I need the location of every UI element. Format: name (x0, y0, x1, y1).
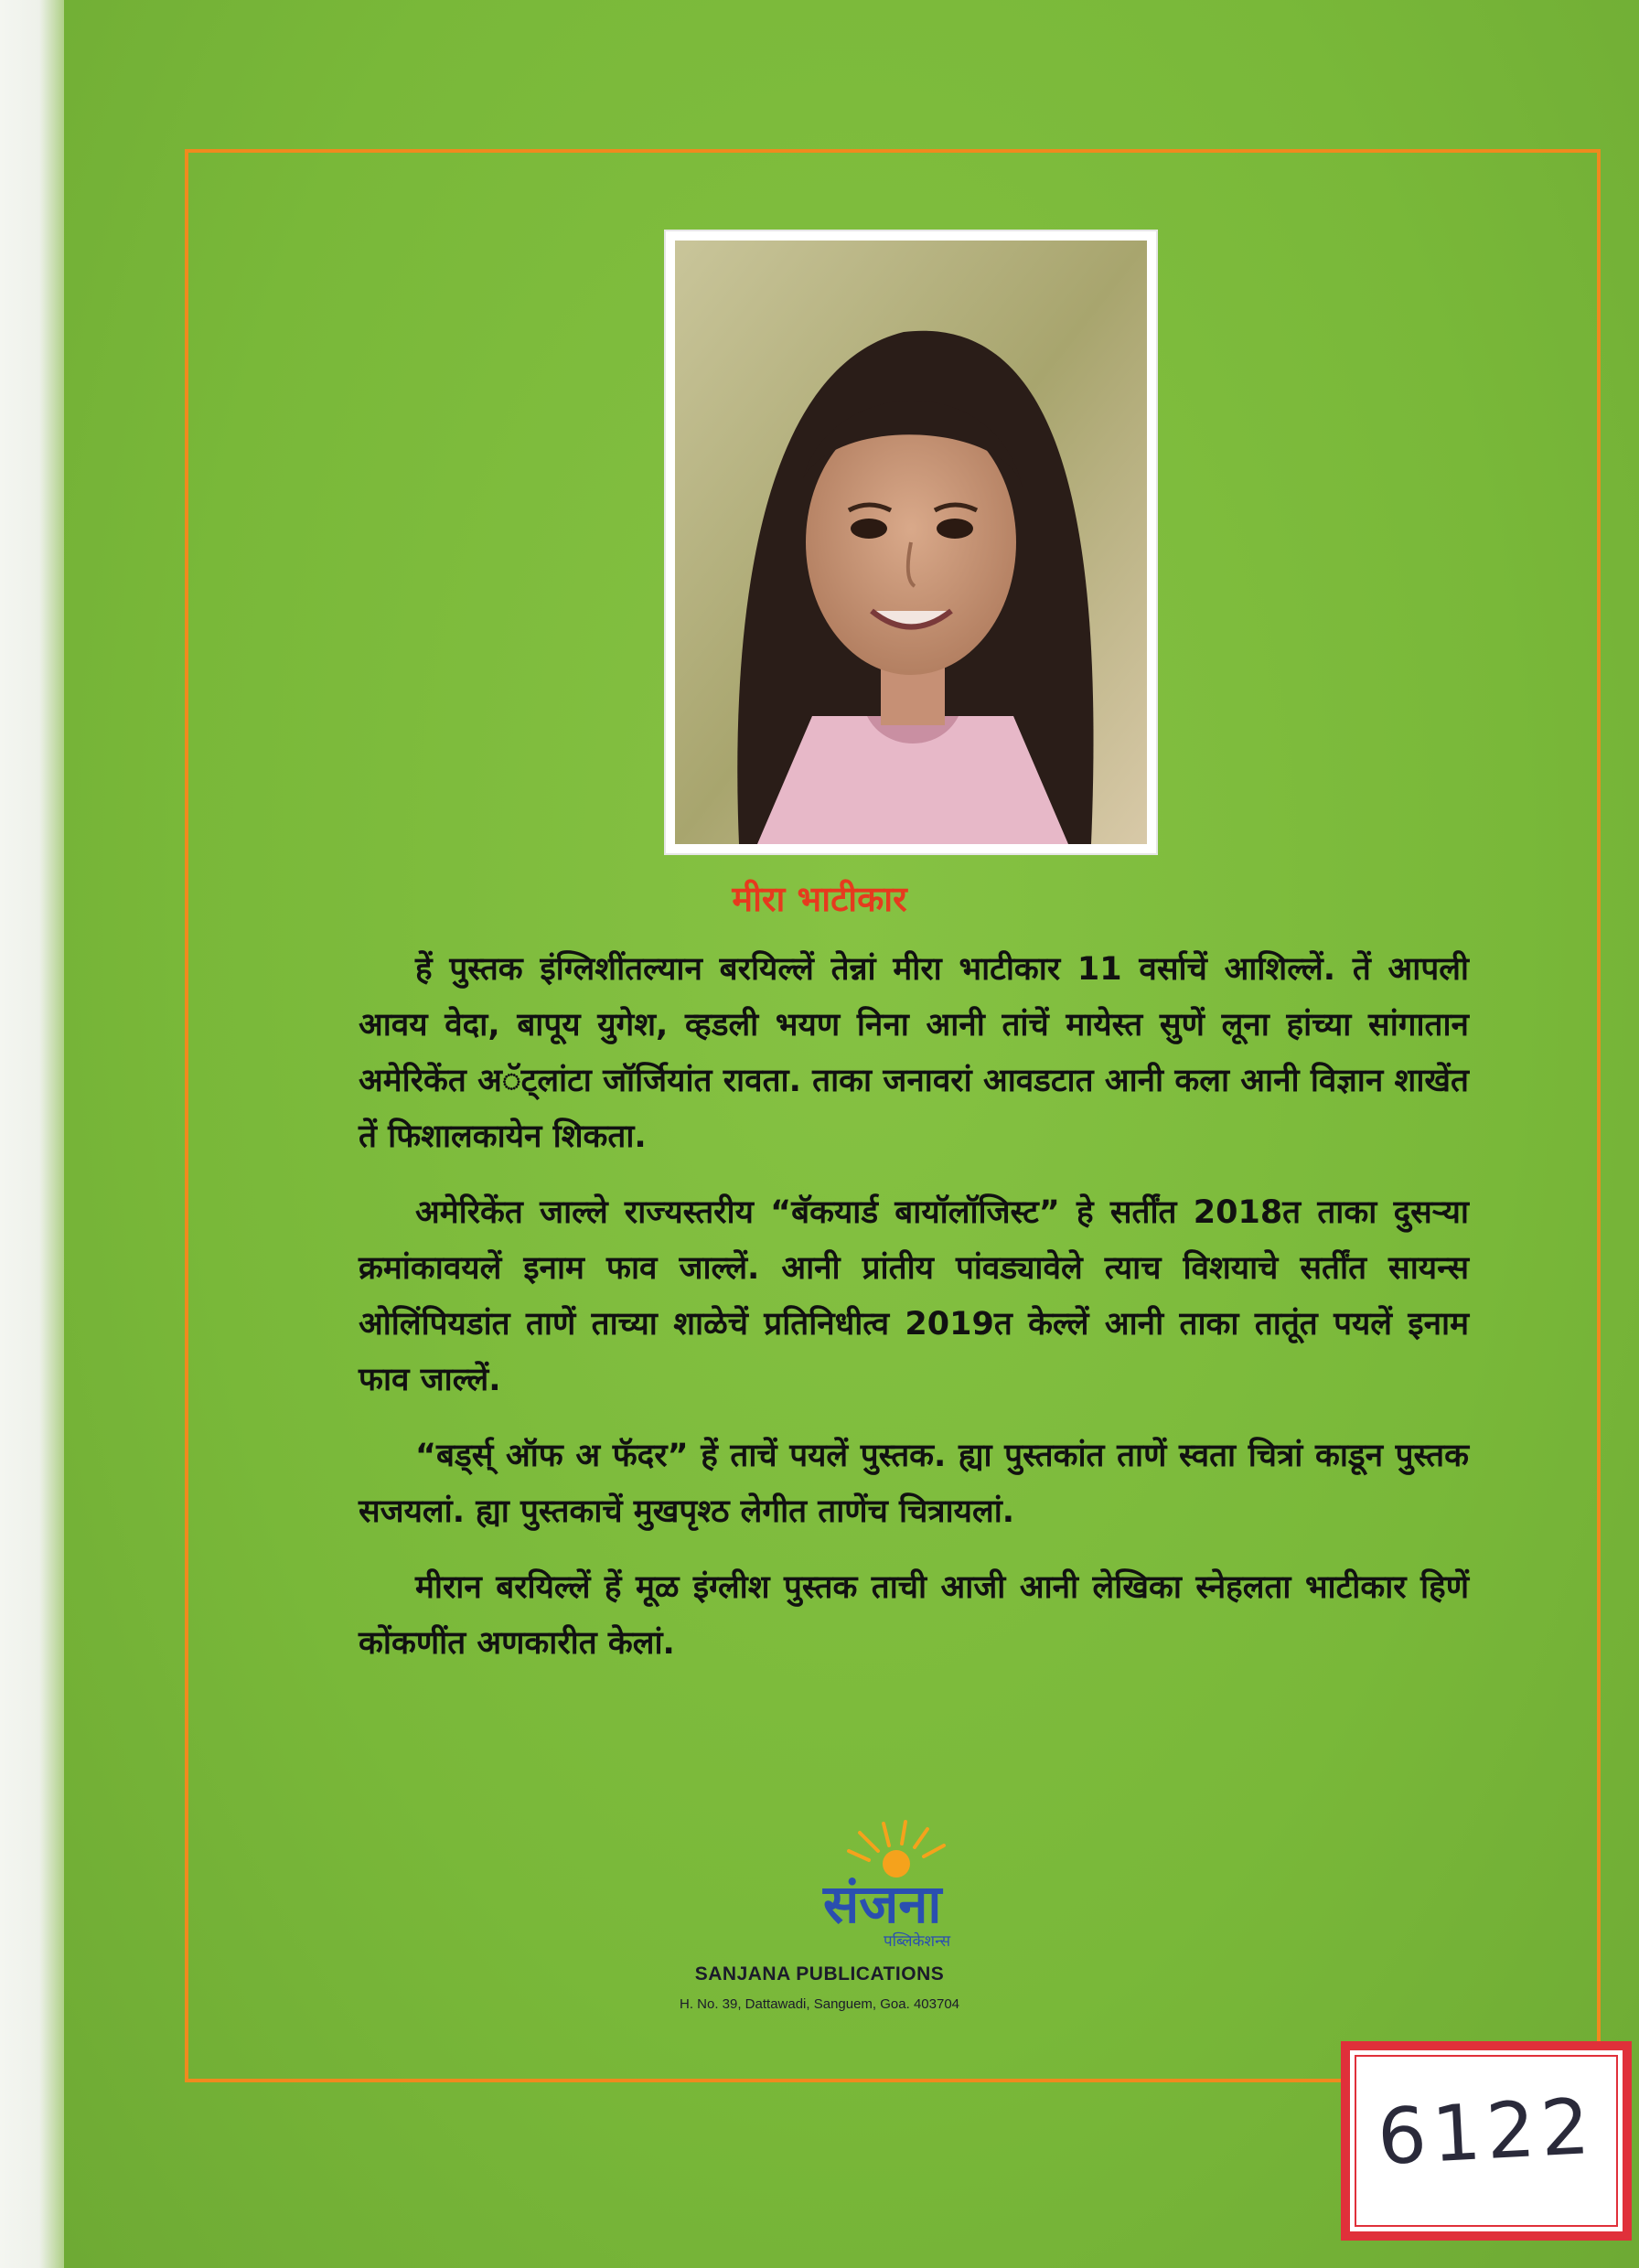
bio-paragraph: अमेरिकेंत जाल्ले राज्यस्तरीय “बॅकयार्ड बायॉलॉजिस्ट” हे सर्तींत 2018त ताका दुसऱ्या क्रमांकावयलें इनाम फाव जाल्लें. आनी प्रांतीय पांवड्यावेले त्याच विशयाचे सर्तींत सायन्स ओलिंपियडांत ताणें ताच्या शाळेचें प्रतिनिधीत्व 2019त केल्लें आनी ताका तातूंत पयलें इनाम फाव जाल्लें. (359, 1194, 1469, 1398)
stamp-number: 6122 (1375, 2081, 1598, 2183)
publisher-logo (805, 1820, 1024, 1957)
author-photo (666, 231, 1156, 853)
publisher-address: H. No. 39, Dattawadi, Sanguem, Goa. 403704 (679, 1996, 960, 2012)
author-portrait-illustration (675, 241, 1147, 844)
bio-paragraph: मीरान बरयिल्लें हें मूळ इंग्लीश पुस्तक ताची आजी आनी लेखिका स्नेहलता भाटीकार हिणें कोंकणींत अणकारीत केलां. (359, 1569, 1469, 1662)
author-bio (359, 942, 1469, 1692)
bio-paragraph: हें पुस्तक इंग्लिशींतल्यान बरयिल्लें तेन्नां मीरा भाटीकार 11 वर्साचें आशिल्लें. तें आपली आवय वेदा, बापूय युगेश, व्हडली भयण निना आनी तांचें मायेस्त सुणें लूना हांच्या सांगातान अमेरिकेंत अॅट्लांटा जॉर्जियांत रावता. ताका जनावरां आवडटात आनी कला आनी विज्ञान शाखेंत तें फिशालकायेन शिकता. (359, 951, 1469, 1155)
logo-text-sub: पब्लिकेशन्स (884, 1932, 951, 1951)
bio-paragraph: “बड्‌र्स् ऑफ अ फॅदर” हें ताचें पयलें पुस्तक. ह्या पुस्तकांत ताणें स्वता चित्रां काडून पुस्तक सजयलां. ह्या पुस्तकाचें मुखपृश्ठ लेगीत ताणेंच चित्रायलां. (359, 1438, 1469, 1530)
library-stamp (1341, 2041, 1632, 2241)
scan-paper-edge (0, 0, 71, 2268)
publisher-name: SANJANA PUBLICATIONS (694, 1963, 945, 1984)
author-name: मीरा भाटीकार (732, 879, 907, 919)
logo-text-main: संजना (823, 1873, 942, 1935)
